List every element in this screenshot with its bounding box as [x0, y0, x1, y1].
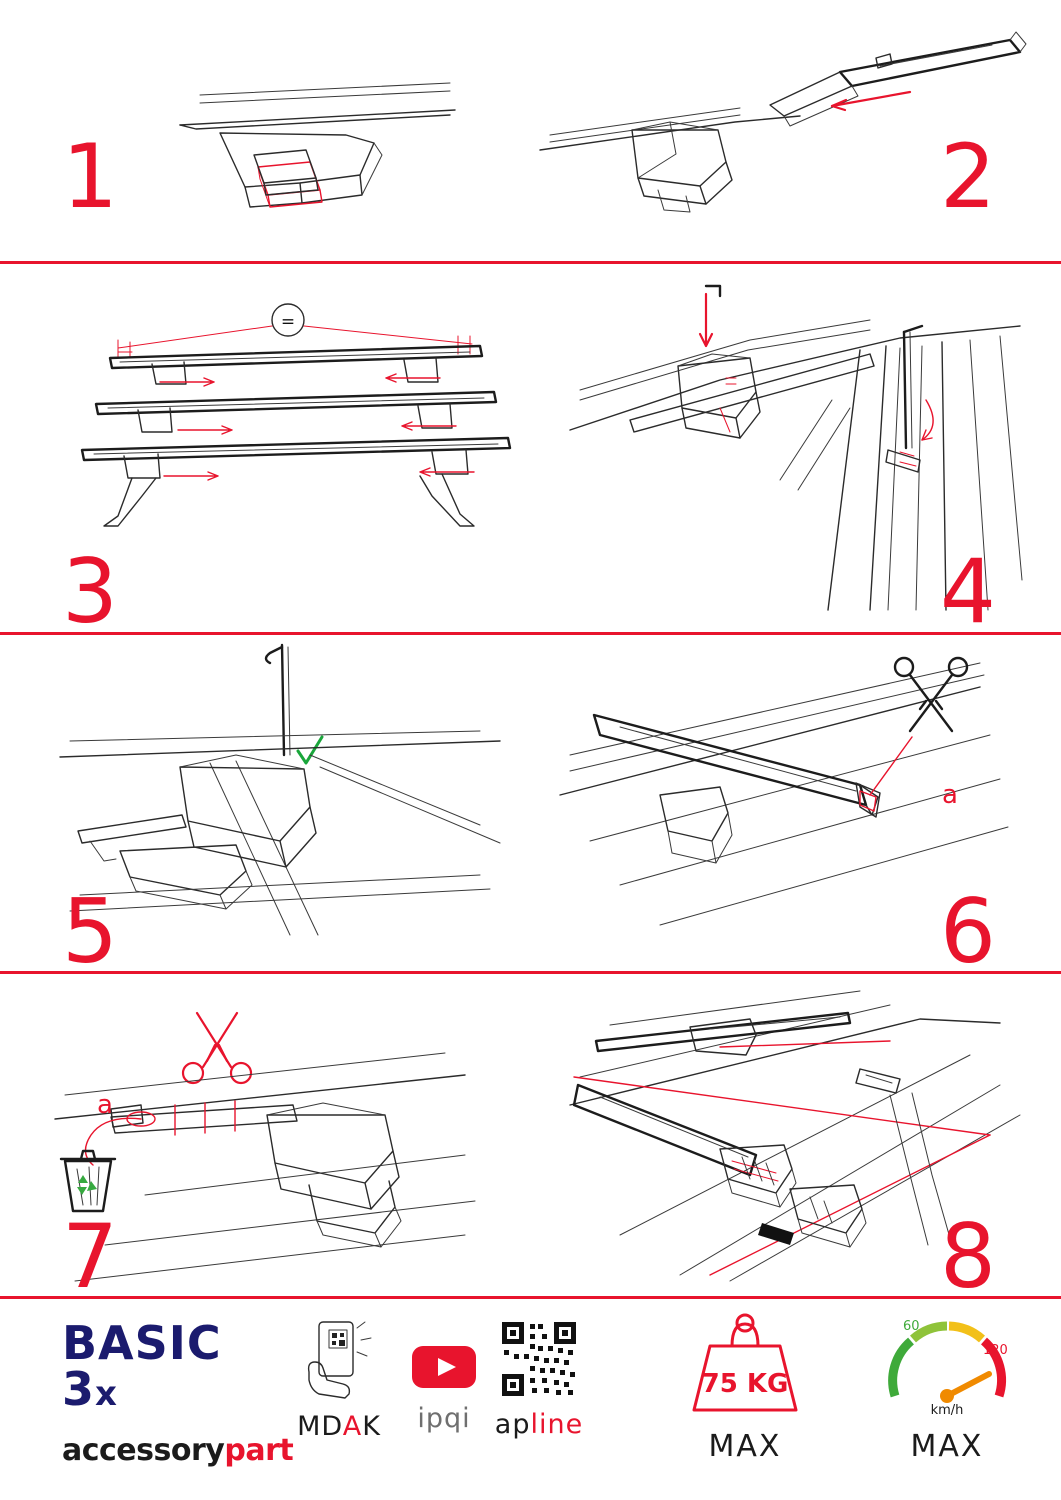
step-number-7: 7 [62, 1205, 116, 1308]
qr-scan-hand-icon [299, 1318, 379, 1400]
weight-icon [680, 1310, 810, 1420]
brand-block [62, 1316, 294, 1468]
logo-mdak[interactable] [284, 1318, 394, 1442]
step-number-3: 3 [62, 540, 116, 643]
brand-accessorypart [62, 1433, 294, 1468]
step-number-8: 8 [940, 1205, 994, 1308]
max-speed-label: MAX [910, 1429, 984, 1464]
qr-code-icon [500, 1320, 578, 1398]
gauge-low-text: 60 [903, 1319, 920, 1334]
brand-basic [62, 1316, 282, 1416]
step-7-illustration [45, 995, 525, 1285]
svg-text:=: = [280, 312, 296, 332]
step-1-illustration [150, 55, 480, 245]
speedometer-icon [877, 1308, 1017, 1420]
gauge-high-text: 120 [983, 1343, 1008, 1358]
gauge-unit-text: km/h [930, 1403, 964, 1418]
logo-caption-ipqi: ipqi [417, 1403, 471, 1434]
step-5-illustration [60, 645, 520, 935]
step-number-1: 1 [62, 125, 116, 228]
step-3-illustration [60, 300, 530, 530]
step-number-2: 2 [940, 125, 994, 228]
logo-ipqi[interactable] [398, 1340, 490, 1434]
step-number-4: 4 [940, 540, 994, 643]
logo-caption-apline: apline [494, 1409, 584, 1440]
step-number-6: 6 [940, 880, 994, 983]
step-number-5: 5 [62, 880, 116, 983]
brand-basic-text: BASIC 3 [62, 1316, 222, 1416]
svg-text:a: a [942, 780, 958, 810]
row-divider-2 [0, 632, 1061, 635]
brand-basic-suffix: x [95, 1374, 118, 1414]
brand-accessory: accessory [62, 1433, 225, 1468]
row-divider-4 [0, 1296, 1061, 1299]
row-divider-1 [0, 261, 1061, 264]
max-weight-label: MAX [708, 1429, 782, 1464]
brand-part: part [224, 1433, 294, 1468]
row-divider-3 [0, 971, 1061, 974]
logo-caption-mdak: MDAK [297, 1411, 381, 1442]
weight-value-text: 75 KG [701, 1369, 789, 1399]
max-speed-block [862, 1308, 1032, 1464]
youtube-icon [408, 1340, 480, 1392]
logo-apline[interactable] [484, 1320, 594, 1440]
svg-text:a: a [97, 1090, 113, 1120]
max-weight-block [660, 1310, 830, 1464]
